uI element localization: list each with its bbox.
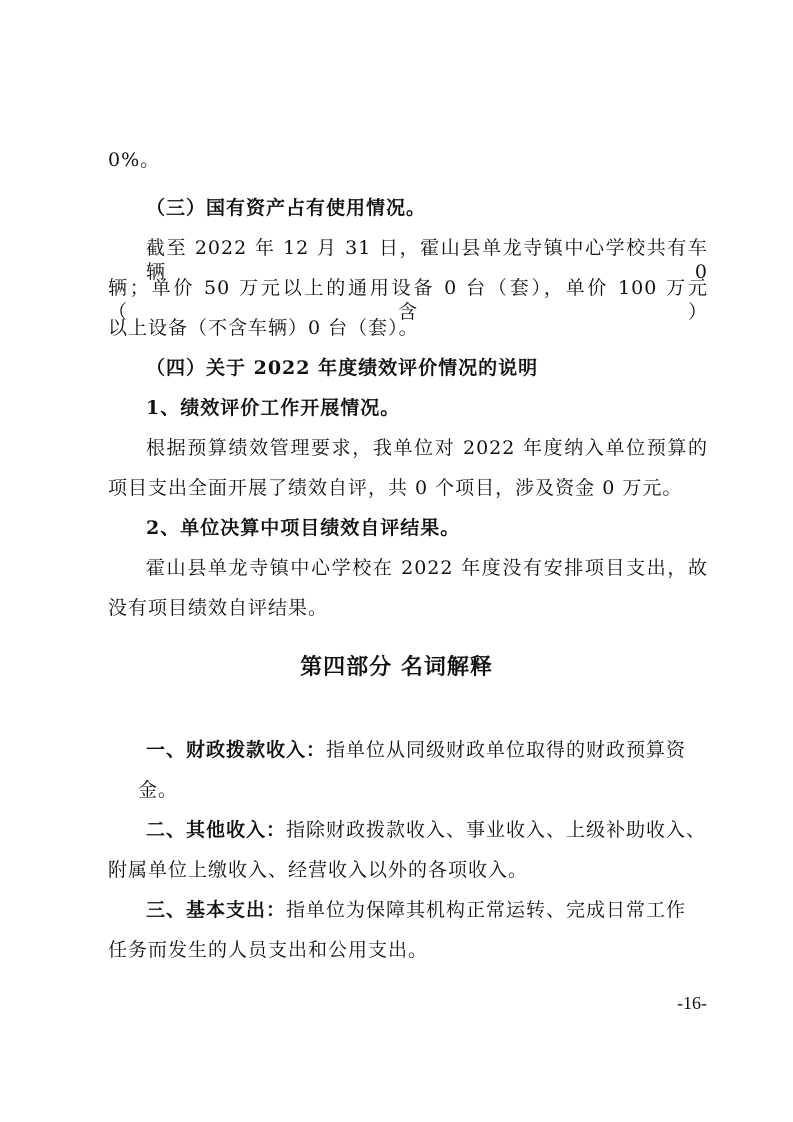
- term-continuation: 附属单位上缴收入、经营收入以外的各项收入。: [108, 859, 529, 881]
- term-continuation: 任务而发生的人员支出和公用支出。: [108, 939, 429, 961]
- heading-performance: （四）关于 2022 年度绩效评价情况的说明: [146, 357, 539, 379]
- text-line: 截至 2022 年 12 月 31 日，霍山县单龙寺镇中心学校共有车辆 0: [146, 237, 708, 283]
- text-line: 没有项目绩效自评结果。: [108, 597, 329, 619]
- term-text: 指单位为保障其机构正常运转、完成日常工作: [286, 899, 687, 921]
- text-line: 辆；单价 50 万元以上的通用设备 0 台（套），单价 100 万元（含）: [108, 277, 708, 323]
- section-title: 第四部分 名词解释: [300, 654, 493, 680]
- term-text: 指单位从同级财政单位取得的财政预算资: [326, 739, 687, 761]
- text-line: 以上设备（不含车辆）0 台（套）。: [108, 317, 419, 339]
- term-label: 三、基本支出：: [146, 899, 287, 921]
- heading-state-assets: （三）国有资产占有使用情况。: [146, 197, 427, 219]
- term-definition: [146, 898, 708, 922]
- subheading-performance-results: 2、单位决算中项目绩效自评结果。: [146, 517, 461, 539]
- text-line: 0%。: [108, 149, 161, 171]
- term-definition: [146, 738, 708, 762]
- term-label: 一、财政拨款收入：: [146, 739, 327, 761]
- text-line: 霍山县单龙寺镇中心学校在 2022 年度没有安排项目支出，故: [146, 557, 708, 579]
- page-number: -16-: [677, 993, 707, 1013]
- text-line: 根据预算绩效管理要求，我单位对 2022 年度纳入单位预算的: [146, 437, 708, 459]
- term-continuation: 金。: [138, 779, 179, 801]
- term-definition: [146, 818, 708, 842]
- subheading-performance-work: 1、绩效评价工作开展情况。: [146, 397, 401, 419]
- term-label: 二、其他收入：: [146, 819, 287, 841]
- text-line: 项目支出全面开展了绩效自评，共 0 个项目，涉及资金 0 万元。: [108, 477, 683, 499]
- term-text: 指除财政拨款收入、事业收入、上级补助收入、: [286, 819, 707, 841]
